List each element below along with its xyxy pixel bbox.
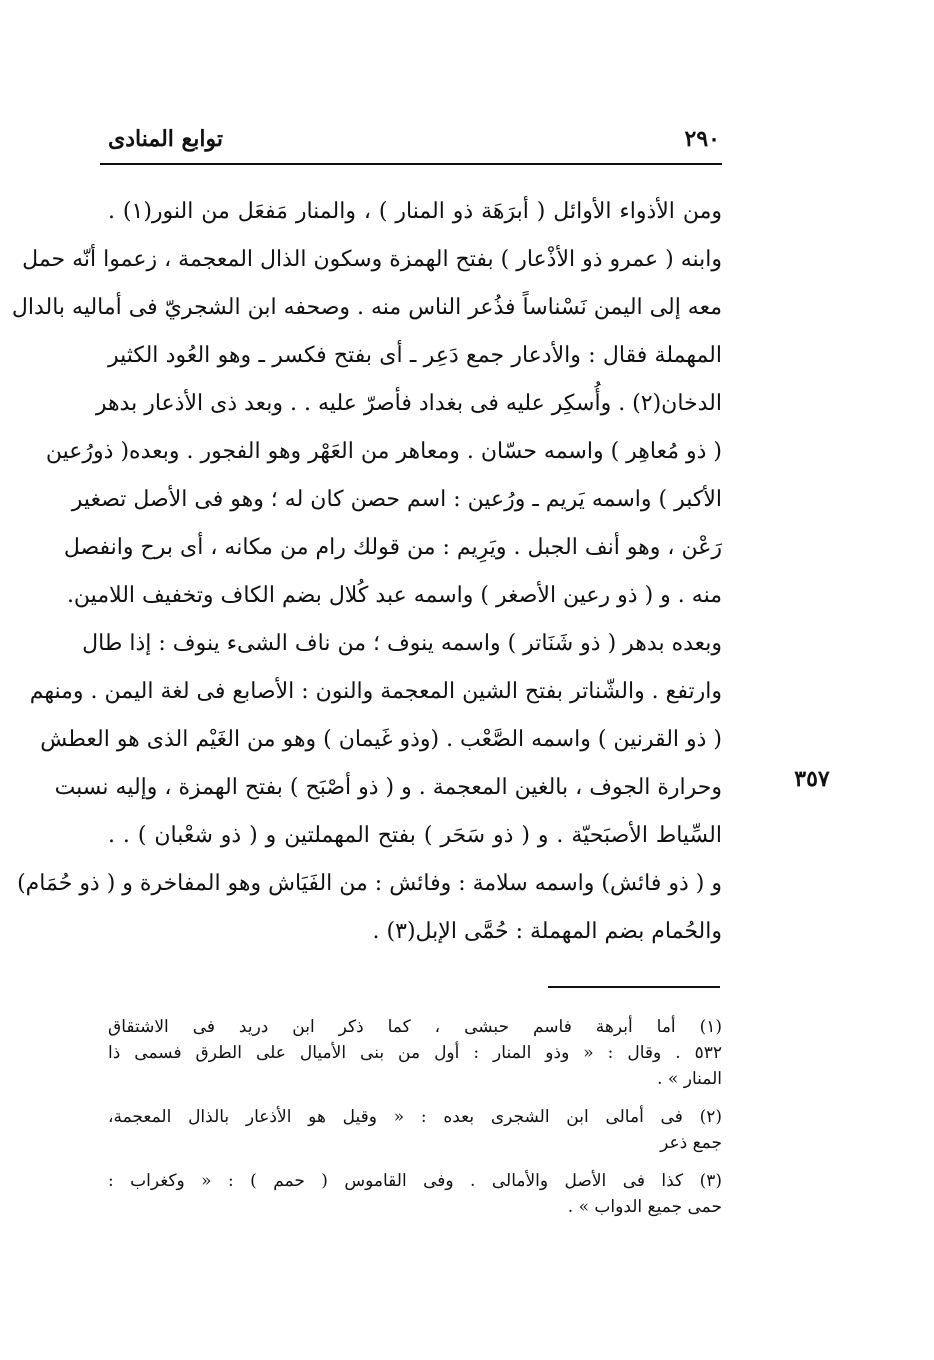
text-line: منه . و ( ذو رعين الأصغر ) واسمه عبد كُلال بضم الكاف وتخفيف اللامين. (66, 583, 722, 608)
margin-page-number: ٣٥٧ (794, 766, 830, 792)
footnote-rule (548, 986, 720, 988)
footnote-3 (108, 1168, 722, 1220)
footnote-line: حمى جميع الدواب » . (567, 1197, 722, 1217)
text-line: وابنه ( عمرو ذو الأذْعار ) بفتح الهمزة وسكون الذال المعجمة ، زعموا أنّه حمل (22, 247, 722, 272)
text-line: وارتفع . والشّناتر بفتح الشين المعجمة والنون : الأصابع فى لغة اليمن . ومنهم (29, 679, 722, 704)
text-line: وبعده بدهر ( ذو شَنَاتر ) واسمه ينوف ؛ من ناف الشىء ينوف : إذا طال (82, 631, 722, 656)
page-header (108, 126, 720, 164)
page-number: ٢٩٠ (684, 126, 720, 152)
footnote-line: ٥٣٢ . وقال : « وذو المنار : أول من بنى الأميال على الطرق فسمى ذا (108, 1043, 722, 1063)
text-line: السِّياط الأصبَحيّة . و ( ذو سَحَر ) بفتح المهملتين و ( ذو شعْبان ) . . (108, 823, 722, 848)
text-line: الأكبر ) واسمه يَريم ـ ورُعين : اسم حصن كان له ؛ وهو فى الأصل تصغير (71, 487, 722, 512)
footnote-line: المنار » . (657, 1069, 722, 1089)
main-text (11, 188, 722, 956)
text-line: ومن الأذواء الأوائل ( أبرَهَة ذو المنار ) ، والمنار مَفعَل من النور(١) . (108, 199, 722, 224)
footnote-line: (١) أما أبرهة فاسم حبشى ، كما ذكر ابن دريد فى الاشتقاق (108, 1017, 722, 1037)
header-rule (100, 163, 722, 165)
text-line: وحرارة الجوف ، بالغين المعجمة . و ( ذو أصْبَح ) بفتح الهمزة ، وإليه نسبت (54, 775, 722, 800)
footnote-line: (٣) كذا فى الأصل والأمالى . وفى القاموس ( حمم ) : « وكغراب : (108, 1171, 722, 1191)
text-line: الدخان(٢) . وأُسكِر عليه فى بغداد فأصرّ عليه . . وبعد ذى الأذعار بدهر (95, 391, 722, 416)
footnote-2 (108, 1104, 722, 1156)
footnote-line: (٢) فى أمالى ابن الشجرى بعده : « وقيل هو الأذعار بالذال المعجمة، (108, 1107, 722, 1127)
text-line: والحُمام بضم المهملة : حُمَّى الإبل(٣) . (372, 919, 722, 944)
text-line: ( ذو القرنين ) واسمه الصَّعْب . (وذو غَيمان ) وهو من الغَيْم الذى هو العطش (40, 727, 722, 752)
running-title: توابع المنادى (108, 126, 223, 152)
footnote-1 (108, 1014, 722, 1092)
text-line: رَعْن ، وهو أنف الجبل . ويَرِيم : من قولك رام من مكانه ، أى برح وانفصل (63, 535, 722, 560)
text-line: معه إلى اليمن نَسْناساً فذُعر الناس منه . وصحفه ابن الشجريّ فى أماليه بالدال (11, 295, 722, 320)
footnote-line: جمع ذعر (660, 1133, 722, 1153)
footnotes (108, 1014, 722, 1232)
text-line: ( ذو مُعاهِر ) واسمه حسّان . ومعاهر من العَهْر وهو الفجور . وبعده( ذورُعين (45, 439, 722, 464)
text-line: و ( ذو فائش) واسمه سلامة : وفائش : من الفَيَاش وهو المفاخرة و ( ذو حُمَام) (17, 871, 722, 896)
text-line: المهملة فقال : والأدعار جمع دَعِر ـ أى بفتح فكسر ـ وهو العُود الكثير (108, 343, 722, 368)
